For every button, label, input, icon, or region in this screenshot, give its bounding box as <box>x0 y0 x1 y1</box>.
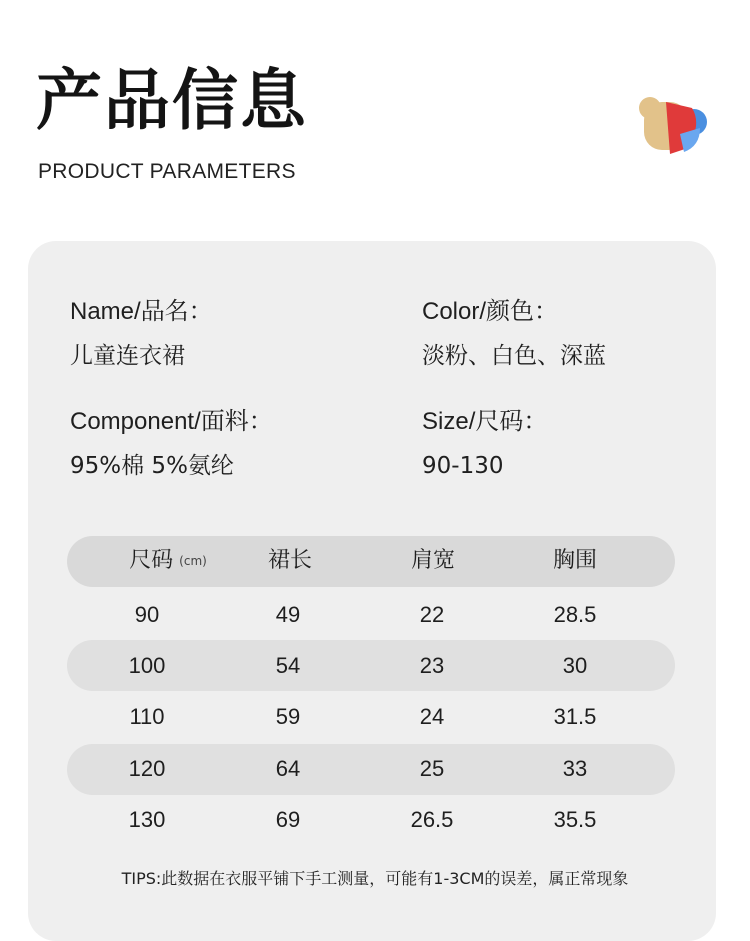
table-cell: 26.5 <box>410 807 454 832</box>
table-cell: 54 <box>275 653 301 678</box>
size-label: Size/尺码： <box>422 408 548 435</box>
table-cell: 69 <box>275 807 301 832</box>
header-chest: 胸围 <box>552 548 597 573</box>
table-cell: 31.5 <box>553 704 597 729</box>
tips-note: TIPS:此数据在衣服平铺下手工测量，可能有1-3CM的误差，属正常现象 <box>121 869 629 888</box>
table-cell: 28.5 <box>553 602 597 627</box>
table-cell: 33 <box>562 756 588 781</box>
table-cell: 90 <box>134 602 160 627</box>
table-cell: 64 <box>275 756 301 781</box>
name-label: Name/品名： <box>70 298 213 325</box>
color-label: Color/颜色： <box>422 298 559 325</box>
table-cell: 35.5 <box>553 807 597 832</box>
table-cell: 24 <box>419 704 445 729</box>
header-shoulder: 肩宽 <box>410 548 455 573</box>
table-cell: 100 <box>128 653 166 678</box>
brand-logo-icon <box>636 94 712 158</box>
table-cell: 30 <box>562 653 588 678</box>
table-cell: 130 <box>128 807 166 832</box>
table-cell: 49 <box>275 602 301 627</box>
table-cell: 25 <box>419 756 445 781</box>
component-label: Component/面料： <box>70 408 273 435</box>
component-value: 95%棉 5%氨纶 <box>70 453 234 479</box>
table-cell: 22 <box>419 602 445 627</box>
page-title: 产品信息 <box>36 62 308 139</box>
table-cell: 23 <box>419 653 445 678</box>
color-value: 淡粉、白色、深蓝 <box>422 343 606 369</box>
page-subtitle: PRODUCT PARAMETERS <box>38 160 296 183</box>
name-value: 儿童连衣裙 <box>70 343 185 369</box>
table-cell: 59 <box>275 704 301 729</box>
size-value: 90-130 <box>422 453 504 479</box>
header-size-label: 尺码 <box>129 548 174 573</box>
header-unit: (cm) <box>179 554 207 568</box>
table-cell: 120 <box>128 756 166 781</box>
table-cell: 110 <box>129 704 165 729</box>
header-length: 裙长 <box>267 548 312 573</box>
